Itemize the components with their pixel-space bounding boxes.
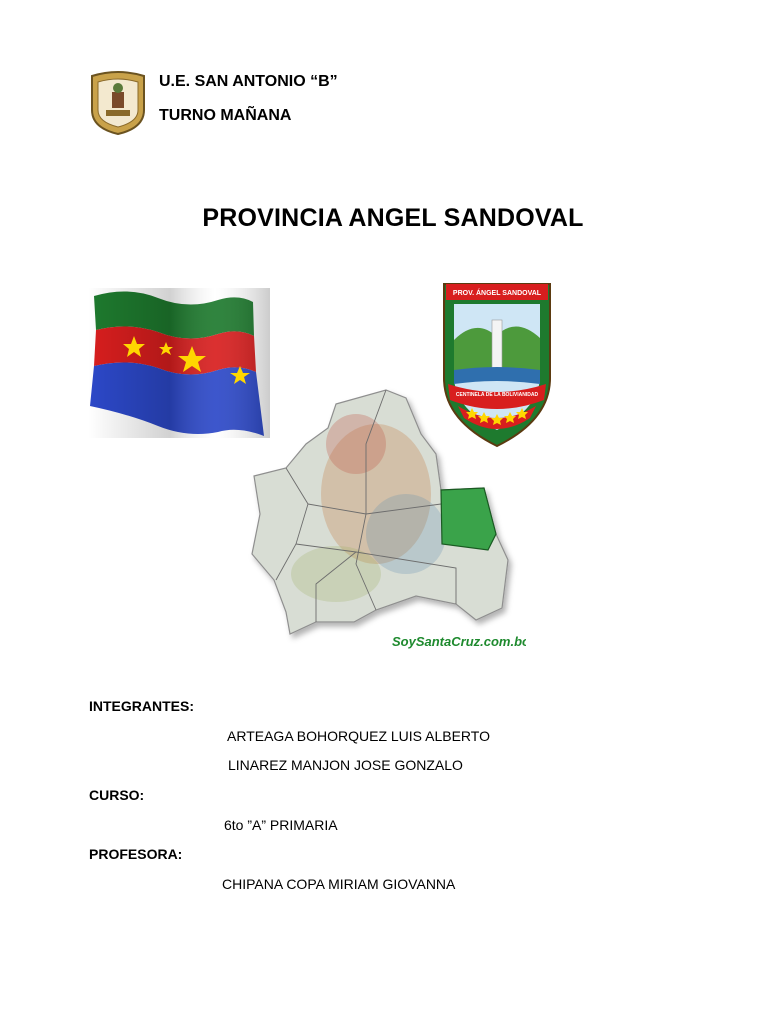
member-1: ARTEAGA BOHORQUEZ LUIS ALBERTO [227, 728, 490, 744]
page-title: PROVINCIA ANGEL SANDOVAL [202, 204, 584, 232]
shield-banner-text: PROV. ÁNGEL SANDOVAL [452, 290, 542, 297]
map-credit: SoySantaCruz.com.bo [392, 634, 526, 649]
members-label: INTEGRANTES: [89, 698, 194, 714]
teacher-value: CHIPANA COPA MIRIAM GIOVANNA [222, 876, 456, 892]
school-logo [88, 70, 148, 136]
course-value: 6to ”A” PRIMARIA [224, 817, 338, 833]
province-flag [88, 288, 270, 438]
shield-motto-text: CENTINELA DE LA BOLIVIANIDAD [455, 392, 539, 398]
teacher-label: PROFESORA: [89, 846, 183, 862]
course-label: CURSO: [89, 787, 145, 803]
member-2: LINAREZ MANJON JOSE GONZALO [228, 757, 463, 773]
school-name: U.E. SAN ANTONIO “B” [159, 73, 338, 90]
school-shift: TURNO MAÑANA [159, 107, 292, 124]
bolivia-map [246, 384, 526, 656]
